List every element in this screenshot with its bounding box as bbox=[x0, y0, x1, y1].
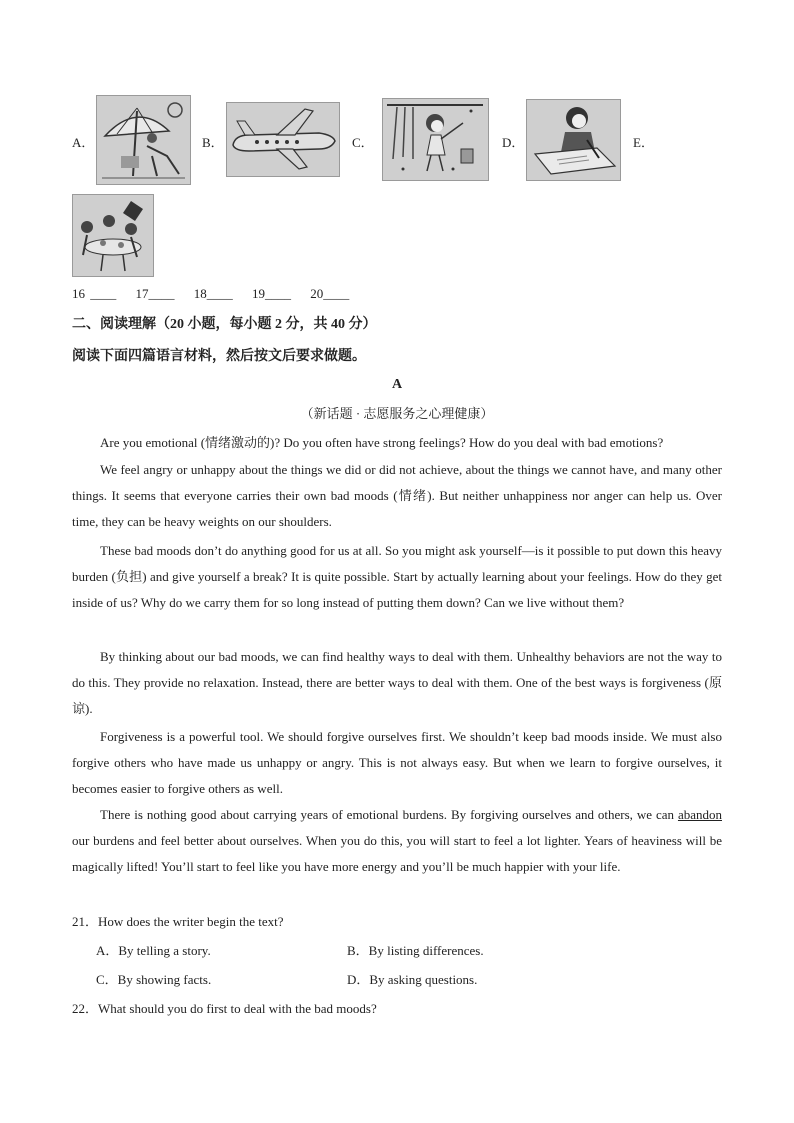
passage-paragraph-6 bbox=[72, 802, 722, 880]
party-table-picture bbox=[72, 194, 154, 277]
option-label-a: A． bbox=[72, 135, 95, 150]
question-21-stem: 21．How does the writer begin the text? bbox=[72, 914, 284, 929]
section-instruction: 阅读下面四篇语言材料，然后按文后要求做题。 bbox=[72, 349, 366, 364]
beach-umbrella-picture bbox=[96, 95, 191, 185]
paragraph-6-text-before: There is nothing good about carrying years of emotional burdens. By forgiving ourselves and others, we can bbox=[100, 807, 678, 822]
blank-16[interactable]: 16 ____ bbox=[72, 286, 117, 301]
passage-paragraph-4: By thinking about our bad moods, we can find healthy ways to deal with them. Unhealthy behaviors are not the way to do this. They provide no relaxation. Instead, there are better ways to deal with them. One of the best ways is forgiveness (原谅). bbox=[72, 649, 722, 716]
option-label-c: C． bbox=[352, 135, 374, 150]
passage-paragraph-1: Are you emotional (情绪激动的)? Do you often have strong feelings? How do you deal with bad emotions? bbox=[100, 435, 664, 450]
passage-paragraph-2: We feel angry or unhappy about the things we did or did not achieve, about the things we cannot have, and many other things. It seems that everyone carries their own bad moods (情绪). But neither unhappiness nor anger can help us. Over time, they can be heavy weights on our shoulders. bbox=[72, 462, 722, 529]
underlined-word-abandon: abandon bbox=[677, 807, 722, 822]
passage-letter: A bbox=[391, 377, 403, 392]
question-22-stem: 22．What should you do first to deal with the bad moods? bbox=[72, 1001, 377, 1016]
question-21-choice-b[interactable]: B．By listing differences. bbox=[347, 943, 484, 958]
blank-20[interactable]: 20____ bbox=[310, 286, 350, 301]
question-21-choice-d[interactable]: D．By asking questions. bbox=[347, 972, 478, 987]
passage-paragraph-3: These bad moods don’t do anything good for us at all. So you might ask yourself—is it possible to put down this heavy burden (负担) and give yourself a break? It is quite possible. Start by actually learning about your feelings. How do they get inside of us? Why do we carry them for so long instead of putting them down? Can we live without them? bbox=[72, 543, 722, 610]
blank-19[interactable]: 19____ bbox=[252, 286, 291, 301]
option-label-d: D． bbox=[502, 135, 525, 150]
blank-18[interactable]: 18____ bbox=[193, 286, 233, 301]
section-title: 二、阅读理解（20 小题，每小题 2 分，共 40 分） bbox=[72, 317, 377, 332]
option-label-b: B． bbox=[202, 135, 224, 150]
question-21-choice-a[interactable]: A．By telling a story. bbox=[96, 943, 211, 958]
airplane-picture bbox=[226, 102, 340, 177]
option-label-e: E． bbox=[633, 135, 654, 150]
girl-writing-picture bbox=[526, 99, 621, 181]
passage-subtitle: （新话题 · 志愿服务之心理健康） bbox=[300, 406, 494, 421]
paragraph-6-text-after: our burdens and feel better about ourselves. When you do this, you will start to feel a lot lighter. Years of heaviness will be magically lifted! You’ll start to feel like you have more energy and you’ll be much happier with your life. bbox=[72, 833, 722, 874]
girl-painting-picture bbox=[382, 98, 489, 181]
passage-paragraph-5: Forgiveness is a powerful tool. We should forgive ourselves first. We shouldn’t keep bad moods inside. We must also forgive others who have made us unhappy or angry. This is not always easy. But when we learn to forgive ourselves, it becomes easier to forgive others as well. bbox=[72, 729, 722, 796]
answer-blanks bbox=[72, 286, 363, 302]
blank-17[interactable]: 17____ bbox=[135, 286, 175, 301]
question-21-choice-c[interactable]: C．By showing facts. bbox=[96, 972, 212, 987]
